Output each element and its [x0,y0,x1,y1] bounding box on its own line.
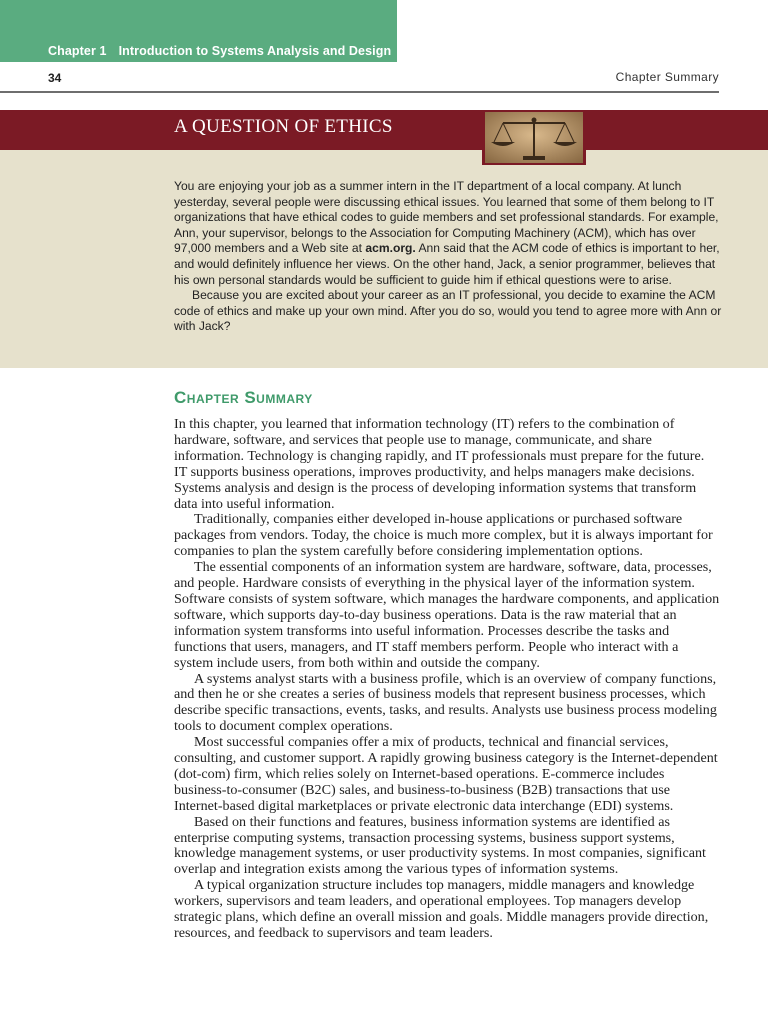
ethics-p1-text: You are enjoying your job as a summer intern in the IT department of a local company. At lunch yesterday, several people were discussing ethical issues. You learned that some of them belong to IT organizations that have ethical codes to guide members and set professional standards. For example, Ann, your supervisor, belongs to the Association for Computing Machinery (ACM), which has over 97,000 members and a Web site at [174,179,719,256]
ethics-paragraph-1 [174,179,722,288]
scales-icon [485,112,583,163]
summary-paragraph: Traditionally, companies either developed in-house applications or purchased software packages from vendors. Today, the choice is much more complex, but it is always important for companies to plan the system carefully before considering implementation options. [174,511,713,560]
chapter-title: Introduction to Systems Analysis and Design [118,44,392,58]
summary-paragraph: Based on their functions and features, business information systems are identified as enterprise computing systems, transaction processing systems, business support systems, knowledge management systems, or user productivity systems. In most companies, significant overlap and integration exists among the various types of information systems. [174,813,706,878]
acm-link: acm.org. [365,241,416,256]
chapter-summary-heading: Chapter Summary [174,388,313,407]
chapter-summary-body [174,417,720,942]
header-rule [0,91,719,93]
ethics-p1-text-end: Ann said that the ACM code of ethics is important to her, and would definitely influence her views. On the other hand, Jack, a senior programmer, believes that his own personal standards would be sufficient to guide him if ethical questions were to arise. [174,241,720,287]
ethics-paragraph-2: Because you are excited about your career as an IT professional, you decide to examine the ACM code of ethics and make up your own mind. After you do so, would you tend to agree more with Ann or with Jack? [174,288,722,334]
running-head: Chapter Summary [615,70,719,84]
chapter-label: Chapter 1 [48,44,107,58]
page-number: 34 [48,71,62,85]
scales-image [482,110,586,165]
summary-paragraph: In this chapter, you learned that information technology (IT) refers to the combination of hardware, software, and services that people use to manage, communicate, and share information. Technology is changing rapidly, and IT professionals must prepare for the future. IT supports business operations, improves productivity, and helps managers make decisions. Systems analysis and design is the process of developing information systems that transform data into useful information. [174,416,705,512]
summary-paragraph: A systems analyst starts with a business profile, which is an overview of company functions, and then he or she creates a series of business models that represent business processes, which describe specific transactions, events, tasks, and results. Analysts use business process modeling tools to document complex operations. [174,670,717,735]
chapter-header [48,44,391,58]
summary-paragraph: A typical organization structure includes top managers, middle managers and knowledge workers, supervisors and team leaders, and operational employees. Top managers develop strategic plans, which define an overall mission and goals. Middle managers provide direction, resources, and feedback to supervisors and team leaders. [174,877,709,941]
ethics-body [174,179,722,335]
summary-paragraph: Most successful companies offer a mix of products, technical and financial services, consulting, and customer support. A rapidly growing business category is the Internet-dependent (dot-com) firm, which relies solely on Internet-based operations. E-commerce includes business-to-consumer (B2C) sales, and business-to-business (B2B) transactions that use Internet-based digital marketplaces or private electronic data interchange (EDI) systems. [174,734,718,814]
ethics-title: A QUESTION OF ETHICS [174,116,393,137]
summary-paragraph: The essential components of an information system are hardware, software, data, processes, and people. Hardware consists of everything in the physical layer of the information system. Software consists of system software, which manages the hardware components, and application software, which supports day-to-day business operations. Data is the raw material that an information system transforms into useful information. Processes describe the tasks and functions that users, managers, and IT staff members perform. People who interact with a system include users, from both within and outside the company. [174,559,720,671]
